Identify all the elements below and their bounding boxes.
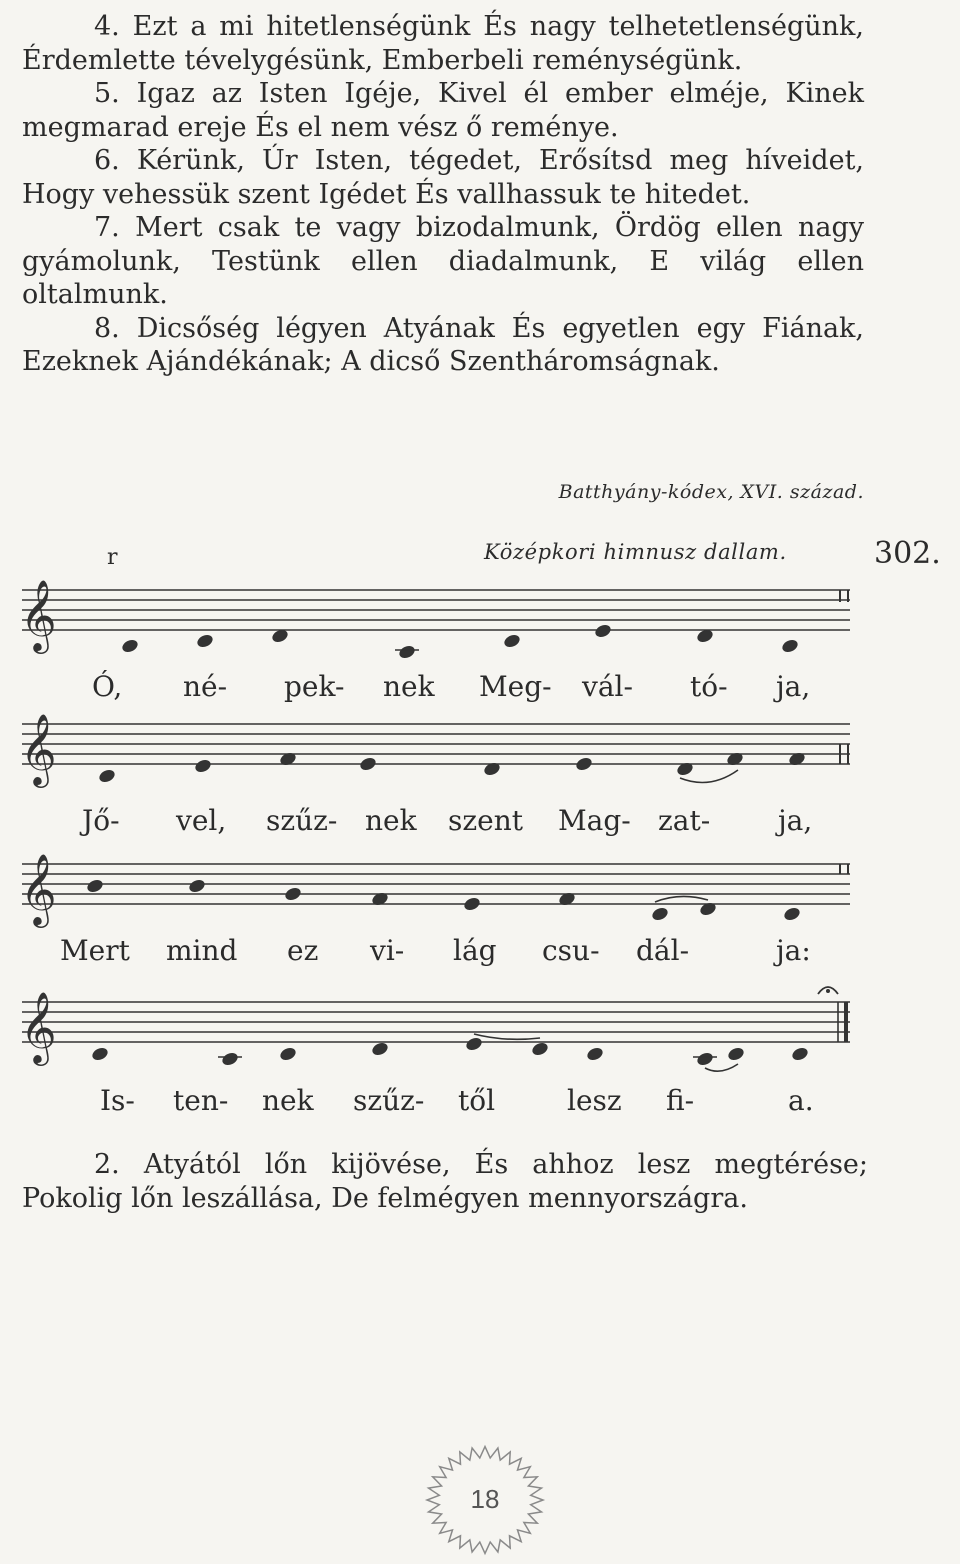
source-attribution: Batthyány-kódex, XVI. század. <box>558 481 864 503</box>
page-number: 18 <box>470 1484 500 1514</box>
note <box>120 638 139 655</box>
music-staff-2 <box>0 700 960 850</box>
note <box>482 761 501 778</box>
verse-5: 5. Igaz az Isten Igéje, Kivel él ember elméje, Kinek megmarad ereje És el nem vész ő reménye. <box>22 78 864 143</box>
hymn-number: 302. <box>874 536 941 571</box>
lyric-syllable: vel, <box>176 804 227 837</box>
verse-6: 6. Kérünk, Úr Isten, tégedet, Erősítsd meg híveidet, Hogy vehessük szent Igédet És vallhassuk te hitedet. <box>22 145 864 210</box>
note <box>782 906 801 923</box>
note <box>90 1046 109 1063</box>
lyric-syllable: lesz <box>567 1084 622 1117</box>
note <box>220 1051 239 1068</box>
lyric-syllable: Jő- <box>82 804 120 837</box>
music-staff-1 <box>0 570 960 710</box>
note <box>675 761 694 778</box>
lyric-syllable: szent <box>448 804 523 837</box>
music-staff-3 <box>0 838 960 988</box>
note <box>557 891 576 908</box>
note <box>593 623 612 640</box>
lyric-syllable: Mert <box>60 934 130 967</box>
lyric-syllable: ja, <box>776 670 811 703</box>
verse-7: 7. Mert csak te vagy bizodalmunk, Ördög ellen nagy gyámolunk, Testünk ellen diadalmunk, E világ ellen oltalmunk. <box>22 212 864 310</box>
verse-2: 2. Atyától lőn kijövése, És ahhoz lesz megtérése; Pokolig lőn leszállása, De felmégyen mennyországra. <box>22 1149 868 1214</box>
lyric-syllable: tó- <box>690 670 728 703</box>
verse-4: 4. Ezt a mi hitetlenségünk És nagy telhetetlenségünk, Érdemlette tévelygésünk, Emberbeli reménységünk. <box>22 11 864 76</box>
verse-8: 8. Dicsőség légyen Atyának És egyetlen egy Fiának, Ezeknek Ajándékának; A dicső Szentháromságnak. <box>22 312 864 377</box>
lyric-syllable: Mag- <box>558 804 631 837</box>
note <box>187 878 206 895</box>
note <box>85 878 104 895</box>
page-number-badge <box>410 1440 560 1560</box>
lyric-syllable: csu- <box>542 934 600 967</box>
note <box>787 751 806 768</box>
note <box>502 633 521 650</box>
note <box>370 891 389 908</box>
lyric-syllable: nek <box>383 670 435 703</box>
lyric-syllable: lág <box>453 934 497 967</box>
lyric-syllable: Meg- <box>479 670 552 703</box>
note <box>195 633 214 650</box>
lyric-syllable: Is- <box>100 1084 135 1117</box>
lyric-syllable: pek- <box>284 670 345 703</box>
lyric-syllable: Ó, <box>92 670 123 703</box>
slur <box>655 896 708 902</box>
tempo-mark: r <box>107 545 118 570</box>
note <box>650 906 669 923</box>
note <box>397 644 416 661</box>
lyric-syllable: ja: <box>776 934 811 967</box>
note <box>464 1036 483 1053</box>
treble-clef-icon: 𝄞 <box>20 852 57 925</box>
note <box>698 901 717 918</box>
lyric-syllable: mind <box>166 934 238 967</box>
treble-clef-icon: 𝄞 <box>20 712 57 785</box>
note <box>790 1046 809 1063</box>
lyric-syllable: fi- <box>666 1084 695 1117</box>
note <box>462 896 481 913</box>
lyric-syllable: vál- <box>582 670 633 703</box>
note <box>574 756 593 773</box>
tune-attribution: Középkori himnusz dallam. <box>484 540 787 564</box>
treble-clef-icon: 𝄞 <box>20 990 57 1063</box>
lyric-syllable: né- <box>183 670 228 703</box>
lyric-syllable: ez <box>287 934 319 967</box>
note <box>278 1046 297 1063</box>
lyric-syllable: nek <box>365 804 417 837</box>
lyric-syllable: től <box>458 1084 496 1117</box>
note <box>97 768 116 785</box>
note <box>726 1046 745 1063</box>
note <box>278 751 297 768</box>
note <box>695 1051 714 1068</box>
note <box>358 756 377 773</box>
lyric-syllable: nek <box>262 1084 314 1117</box>
lyric-syllable: szűz- <box>353 1084 425 1117</box>
slur <box>705 1064 738 1071</box>
preceding-verses <box>22 10 864 379</box>
note <box>530 1041 549 1058</box>
music-staff-4 <box>0 972 960 1132</box>
note <box>725 751 744 768</box>
lyric-syllable: vi- <box>370 934 405 967</box>
lyric-syllable: ja, <box>778 804 813 837</box>
note <box>370 1041 389 1058</box>
slur <box>474 1034 540 1039</box>
lyric-syllable: a. <box>788 1084 814 1117</box>
note <box>283 886 302 903</box>
note <box>585 1046 604 1063</box>
lyric-syllable: zat- <box>658 804 711 837</box>
lyric-syllable: dál- <box>636 934 690 967</box>
lyric-syllable: szűz- <box>266 804 338 837</box>
note <box>780 638 799 655</box>
lyric-syllable: ten- <box>173 1084 229 1117</box>
treble-clef-icon: 𝄞 <box>20 578 57 651</box>
note <box>193 758 212 775</box>
